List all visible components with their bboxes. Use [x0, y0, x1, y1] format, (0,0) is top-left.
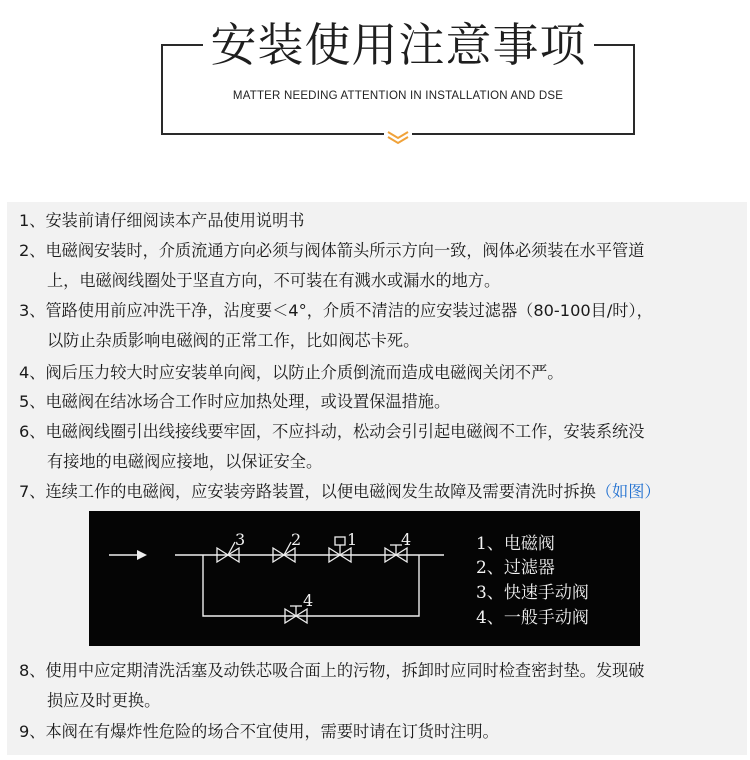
chevron-down-icon: [384, 127, 412, 145]
header-frame-top-right: [594, 44, 635, 46]
bypass-diagram-svg: [89, 511, 640, 646]
page-subtitle: MATTER NEEDING ATTENTION IN INSTALLATION AND DSE: [232, 90, 564, 102]
list-item-8: 8、使用中应定期清洗活塞及动铁芯吸合面上的污物，拆卸时应同时检查密封垫。发现破: [19, 661, 645, 680]
list-item-9: 9、本阀在有爆炸性危险的场合不宜使用，需要时请在订货时注明。: [19, 722, 499, 741]
legend-item-4: 4、一般手动阀: [476, 608, 589, 628]
legend-item-2: 2、过滤器: [476, 558, 555, 578]
list-item-6-cont: 有接地的电磁阀应接地，以保证安全。: [47, 452, 323, 471]
bypass-diagram: [89, 511, 640, 646]
list-item-6: 6、电磁阀线圈引出线接线要牢固，不应抖动，松动会引引起电磁阀不工作，安装系统没: [19, 422, 645, 441]
list-item-3-cont: 以防止杂质影响电磁阀的正常工作，比如阀芯卡死。: [47, 331, 420, 350]
list-item-1: 1、安装前请仔细阅读本产品使用说明书: [19, 211, 305, 230]
valve-label-2: 2: [291, 530, 302, 549]
valve-label-3: 3: [235, 530, 246, 549]
notes-panel: [7, 202, 747, 755]
inlet-arrow-icon: [109, 550, 147, 560]
bypass-valve-label-4: 4: [303, 591, 314, 610]
list-item-8-cont: 损应及时更换。: [47, 691, 161, 710]
page-title: 安装使用注意事项: [210, 18, 587, 72]
list-item-7: 7、连续工作的电磁阀，应安装旁路装置，以便电磁阀发生故障及需要清洗时拆换（如图）: [19, 482, 661, 501]
diagram-reference-link: （如图）: [595, 482, 661, 501]
list-item-2: 2、电磁阀安装时，介质流通方向必须与阀体箭头所示方向一致，阀体必须装在水平管道: [19, 241, 645, 260]
valve-label-4: 4: [401, 530, 412, 549]
list-item-5: 5、电磁阀在结冰场合工作时应加热处理，或设置保温措施。: [19, 392, 451, 411]
list-item-2-cont: 上，电磁阀线圈处于坚直方向，不可装在有溅水或漏水的地方。: [47, 271, 501, 290]
list-item-3: 3、管路使用前应冲洗干净，沾度要＜4°，介质不清洁的应安装过滤器（80-100目/时），: [19, 301, 653, 320]
valve-label-1: 1: [347, 530, 358, 549]
legend-item-3: 3、快速手动阀: [476, 583, 589, 603]
list-item-4: 4、阀后压力较大时应安装单向阀，以防止介质倒流而造成电磁阀关闭不严。: [19, 363, 564, 382]
legend-item-1: 1、电磁阀: [476, 534, 555, 554]
header-frame-top-left: [161, 44, 203, 46]
